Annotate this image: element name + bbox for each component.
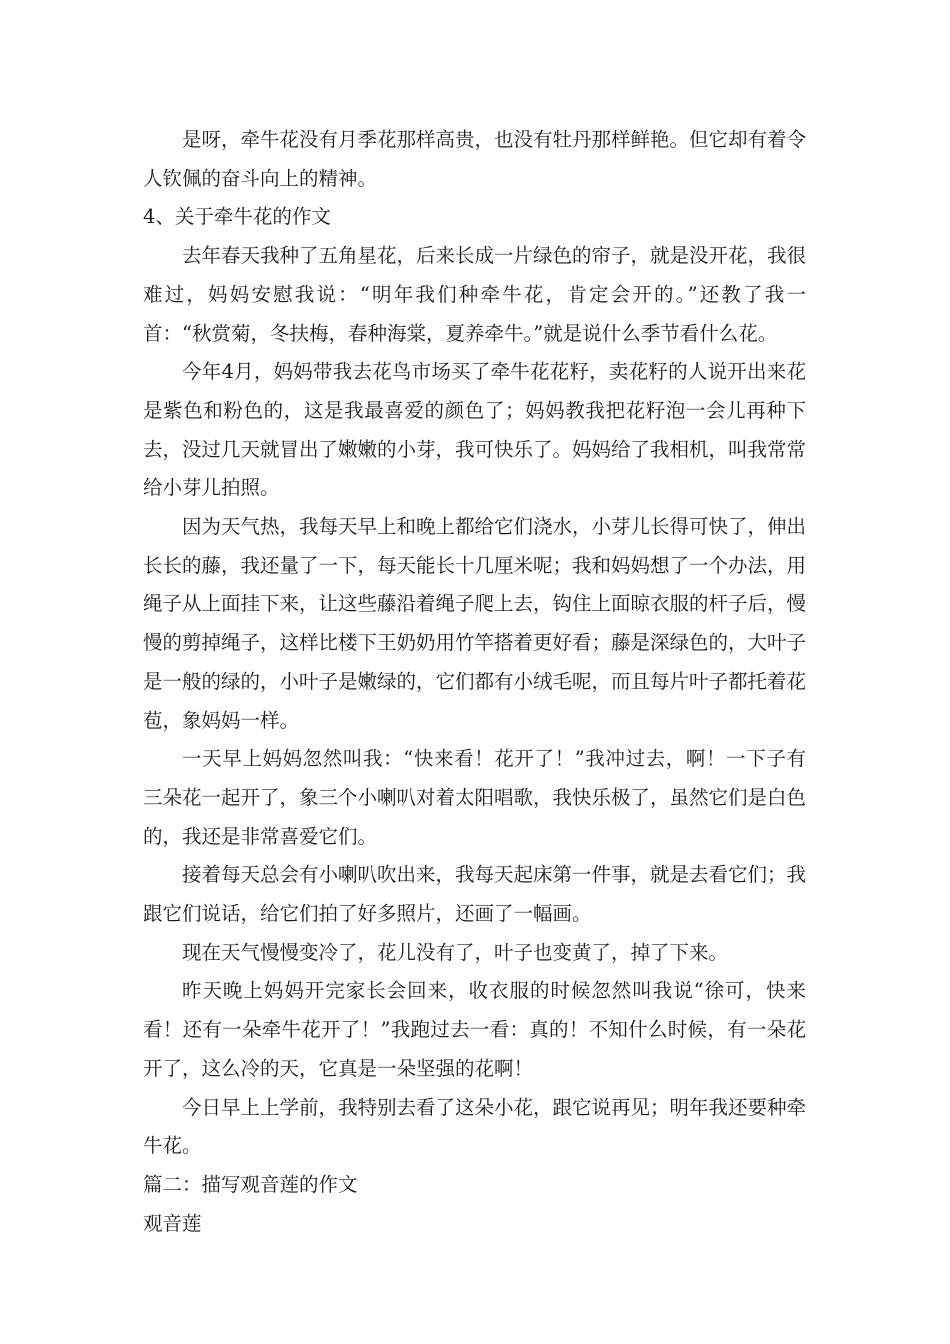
essay-title-guanyin-lotus: 观音莲 [143,1211,202,1235]
paragraph-weather-cold: 现在天气慢慢变冷了，花儿没有了，叶子也变黄了，掉了下来。 [182,940,729,964]
paragraph-watering-vines: 因为天气热，我每天早上和晚上都给它们浇水，小芽儿长得可快了，伸出长长的藤，我还量了一下，每天能长十几厘米呢；我和妈妈想了一个办法，用绳子从上面挂下来，让这些藤沿着绳子爬上去，钩住上面晾衣服的杆子后，慢慢的剪掉绳子，这样比楼下王奶奶用竹竿搭着更好看；藤是深绿色的，大叶子是一般的绿的，小叶子是嫩绿的，它们都有小绒毛呢，而且每片叶子都托着花苞，象妈妈一样。 [143,515,807,732]
paragraph-april-seeds: 今年4月，妈妈带我去花鸟市场买了牵牛花花籽，卖花籽的人说开出来花是紫色和粉色的，这是我最喜爱的颜色了；妈妈教我把花籽泡一会儿再种下去，没过几天就冒出了嫩嫩的小芽，我可快乐了。妈妈给了我相机，叫我常常给小芽儿拍照。 [143,360,807,500]
paragraph-flowers-bloom: 一天早上妈妈忽然叫我：“快来看！花开了！”我冲过去，啊！一下子有三朵花一起开了，象三个小喇叭对着太阳唱歌，我快乐极了，虽然它们是白色的，我还是非常喜爱它们。 [143,747,807,848]
paragraph-daily-visits: 接着每天总会有小喇叭吹出来，我每天起床第一件事，就是去看它们；我跟它们说话，给它们拍了好多照片，还画了一幅画。 [143,863,807,926]
paragraph-last-spring: 去年春天我种了五角星花，后来长成一片绿色的帘子，就是没开花，我很难过，妈妈安慰我说：“明年我们种牵牛花，肯定会开的。”还教了我一首：“秋赏菊，冬扶梅，春种海棠，夏养牵牛。”就是说什么季节看什么花。 [143,244,807,345]
section-heading-morning-glory-essay: 4、关于牵牛花的作文 [143,205,331,229]
paragraph-this-morning: 今日早上上学前，我特别去看了这朵小花，跟它说再见；明年我还要种牵牛花。 [143,1095,807,1158]
section-heading-part-two: 篇二：描写观音莲的作文 [143,1172,358,1196]
paragraph-last-night: 昨天晚上妈妈开完家长会回来，收衣服的时候忽然叫我说“徐可，快来看！还有一朵牵牛花开了！”我跑过去一看：真的！不知什么时候，有一朵花开了，这么冷的天，它真是一朵坚强的花啊！ [143,979,806,1080]
paragraph-morning-glory-spirit: 是呀，牵牛花没有月季花那样高贵，也没有牡丹那样鲜艳。但它却有着令人钦佩的奋斗向上的精神。 [143,128,807,190]
document-body [143,121,806,1243]
